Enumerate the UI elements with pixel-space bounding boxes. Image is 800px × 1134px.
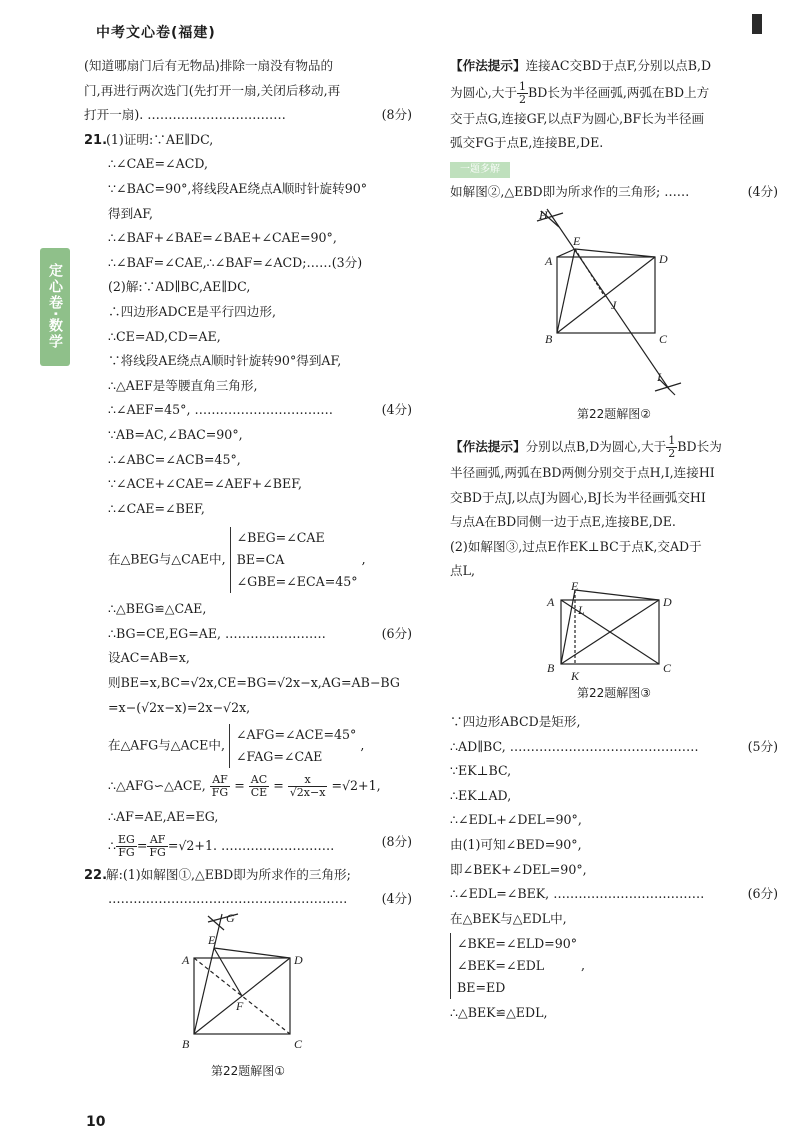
label-a: A [547, 594, 555, 609]
q21-line: ∵∠ACE+∠CAE=∠AEF+∠BEF, [108, 476, 302, 492]
q21-block [84, 128, 412, 859]
fraction-half [666, 435, 677, 460]
tip1-line [450, 79, 778, 107]
q21-line: 则BE=x,BC=√2x,CE=BG=√2x−x,AG=AB−BG [108, 675, 400, 691]
q21-line: ∴AF=AE,AE=EG, [108, 809, 219, 825]
cont-line: (知道哪扇门后有无物品)排除一扇没有物品的 [84, 58, 334, 73]
fraction [116, 834, 137, 859]
tip-tag: 【作法提示】 [450, 438, 526, 454]
score: (5分) [747, 738, 778, 754]
q21-line: ∵AB=AC,∠BAC=90°, [108, 426, 243, 442]
tip2-line: 与点A在BD同侧一边于点E,连接BE,DE. [450, 514, 676, 530]
denominator: CE [250, 786, 268, 800]
label-i: I [657, 369, 661, 384]
numerator: 1 [668, 433, 676, 447]
proof-text: ∴∠EDL=∠BEK, [450, 886, 550, 902]
fraction-half [517, 81, 528, 106]
numerator: 1 [518, 79, 526, 93]
label-k: K [571, 668, 580, 683]
denominator: 2 [518, 92, 526, 106]
label-b: B [547, 660, 555, 675]
system-lead: 在△BEG与△CAE中, [108, 551, 226, 567]
q21-line: ∴CE=AD,CD=AE, [108, 328, 221, 344]
numerator: x [288, 774, 328, 787]
q21-line: ∴四边形ADCE是平行四边形, [108, 303, 276, 319]
alt-line: 如解图②,△EBD即为所求作的三角形; …… (4分) [450, 180, 778, 205]
tip2-line: 交BD于点J,以点J为圆心,BJ长为半径画弧交HI [450, 489, 706, 505]
system-line: ∠BEK=∠EDL [457, 958, 545, 974]
cont-line: 门,再进行两次选门(先打开一扇,关闭后移动,再 [84, 82, 341, 98]
proof-line: ∵EK⊥BC, [450, 763, 512, 779]
cont-line: 打开一扇). …………………………… (8分) [84, 103, 412, 128]
proof-line: ∴AD∥BC, ……………………………………… (5分) [450, 735, 778, 760]
tip1-line: 弧交FG于点E,连接BE,DE. [450, 135, 604, 151]
system-line: ∠BEG=∠CAE [236, 530, 325, 546]
similar-equation: ∴△AFG∽△ACE, $\frac{AF}{FG}$ = $\frac{AC}{CE}$ = $\frac{x}{√2x-x}$ =√2+1, [108, 773, 381, 800]
left-column [84, 54, 412, 1080]
system-line: ∠AFG=∠ACE=45° [236, 727, 357, 743]
system-lead: 在△AFG与△ACE中, [108, 737, 225, 753]
q21-line: =x−(√2x−x)=2x−√2x, [108, 699, 251, 715]
corner-mark [752, 14, 762, 34]
q21-line: 得到AF, [108, 205, 154, 221]
label-d: D [294, 953, 303, 968]
system-brace [229, 724, 356, 768]
side-tab-text: 定心卷·数学 [47, 263, 63, 351]
tip-text: BD长为 [677, 438, 722, 454]
alt-solution-badge: 一题多解 [450, 162, 510, 178]
sim-lead: ∴△AFG∽△ACE, [108, 778, 206, 794]
q21-number: 21. [84, 132, 108, 148]
score: (4分) [747, 184, 778, 200]
q21-line: 设AC=AB=x, [108, 650, 190, 666]
label-h: H [539, 207, 548, 222]
label-g: G [226, 911, 235, 926]
eq-tail: =√2+1, [331, 778, 381, 794]
score: (6分) [747, 886, 778, 902]
figure-3 [450, 578, 778, 702]
alt-text: 如解图②,△EBD即为所求作的三角形; [450, 184, 661, 200]
denominator: FG [118, 845, 135, 859]
alt-badge-row [450, 156, 778, 181]
tip1-line: 交于点G,连接GF,以点F为圆心,BF长为半径画 [450, 110, 705, 126]
q21-line: ∴∠CAE=∠ACD, [108, 156, 208, 172]
q21-line: ∴∠BAF=∠CAE,∴∠BAF=∠ACD;……(3分) [108, 254, 363, 270]
numerator: AF [147, 834, 167, 847]
q21-line: ∴∠CAE=∠BEF, [108, 500, 205, 516]
q21-line [84, 128, 412, 153]
label-a: A [182, 953, 190, 968]
q22-line [84, 863, 412, 888]
label-d: D [659, 251, 668, 266]
label-b: B [545, 331, 553, 346]
proof-line: ∴∠EDL+∠DEL=90°, [450, 812, 582, 828]
label-e: E [208, 933, 216, 948]
q21-line: ∴△AEF是等腰直角三角形, [108, 377, 258, 393]
label-l: L [578, 602, 585, 617]
q21-line: ∴∠BAF+∠BAE=∠BAE+∠CAE=90°, [108, 230, 337, 246]
denominator: √2x−x [289, 786, 326, 800]
label-e: E [571, 578, 579, 593]
proof-block [450, 710, 778, 1026]
right-column [450, 54, 778, 1026]
q21-line: (2)解:∵AD∥BC,AE∥DC, [108, 279, 251, 295]
proof-line: 由(1)可知∠BED=90°, [450, 836, 582, 852]
tip-tag: 【作法提示】 [450, 58, 526, 73]
label-e: E [573, 233, 581, 248]
proof-line: ∴△BEK≌△EDL, [450, 1005, 548, 1021]
q21-line: ∴∠AEF=45°, …………………………… (4分) [108, 398, 412, 423]
q21-text: (1)证明:∵AE∥DC, [106, 131, 214, 147]
system-line: ∠GBE=∠ECA=45° [236, 574, 358, 590]
numerator: AC [249, 774, 269, 787]
system-bege: 在△BEG与△CAE中, ∠BEG=∠CAE BE=CA ∠GBE=∠ECA=45° , [108, 527, 412, 593]
tip-text: BD长为半径画弧,两弧在BD上方 [527, 84, 710, 100]
running-header: 中考文心卷(福建) [96, 25, 216, 41]
label-c: C [294, 1037, 303, 1052]
system-brace [230, 527, 358, 593]
system-line: ∠BKE=∠ELD=90° [457, 936, 578, 952]
q22-line: ………………………………………………… (4分) [108, 887, 412, 912]
score: (8分) [381, 833, 412, 849]
figure-1-caption: 第22题解图① [210, 1064, 286, 1079]
proof-line: 即∠BEK+∠DEL=90°, [450, 861, 587, 877]
proof-line: ∴EK⊥AD, [450, 787, 512, 803]
q21-text: ∴∠AEF=45°, [108, 402, 191, 418]
figure-1-diagram [168, 912, 328, 1062]
q21-line: ∴BG=CE,EG=AE, …………………… (6分) [108, 622, 412, 647]
system-bek: ∠BKE=∠ELD=90° ∠BEK=∠EDL BE=ED , [450, 933, 778, 999]
label-c: C [663, 660, 672, 675]
label-j: J [611, 297, 617, 312]
figure-2-diagram [529, 205, 699, 405]
proof-line: ∵四边形ABCD是矩形, [450, 713, 581, 729]
score: (8分) [381, 107, 412, 123]
figure-1 [84, 912, 412, 1080]
system-line: BE=CA [236, 552, 285, 568]
proof-text: ∴AD∥BC, [450, 738, 506, 754]
score: (6分) [381, 625, 412, 641]
denominator: FG [149, 845, 166, 859]
system-line: ∠FAG=∠CAE [236, 749, 323, 765]
q21-line: ∵∠BAC=90°,将线段AE绕点A顺时针旋转90° [108, 180, 368, 196]
cont-text: 打开一扇). [84, 107, 144, 123]
tip1-line [450, 54, 778, 79]
score: (4分) [381, 402, 412, 418]
proof-line: 在△BEK与△EDL中, [450, 910, 567, 926]
q22-text: 解:(1)如解图①,△EBD即为所求作的三角形; [106, 866, 351, 882]
label-f: F [236, 999, 244, 1014]
q22-number: 22. [84, 867, 108, 883]
system-afg: 在△AFG与△ACE中, ∠AFG=∠ACE=45° ∠FAG=∠CAE , [108, 724, 412, 768]
numerator: AF [210, 774, 230, 787]
part2-line: 点L, [450, 563, 475, 579]
tip-text: 分别以点B,D为圆心,大于 [525, 438, 667, 454]
figure-3-diagram [539, 578, 689, 684]
fraction [210, 774, 230, 799]
label-a: A [545, 253, 553, 268]
figure-2-caption: 第22题解图② [576, 406, 652, 421]
denominator: 2 [668, 446, 676, 460]
label-d: D [663, 594, 672, 609]
fraction [288, 774, 328, 799]
tip2-line [450, 433, 778, 461]
tip-text: 连接AC交BD于点F,分别以点B,D [525, 58, 712, 73]
figure-3-caption: 第22题解图③ [576, 685, 652, 700]
fraction [147, 834, 167, 859]
q21-line: ∴△BEG≌△CAE, [108, 601, 207, 617]
system-line: BE=ED [457, 980, 506, 996]
system-brace [450, 933, 577, 999]
side-tab [40, 248, 70, 366]
eq-tail: =√2+1. [167, 837, 217, 853]
q21-line: ∵将线段AE绕点A顺时针旋转90°得到AF, [108, 353, 342, 369]
proof-line: ∴∠EDL=∠BEK, ……………………………… (6分) [450, 882, 778, 907]
final-equation: ∴ $\frac{EG}{FG}$ = $\frac{AF}{FG}$ =√2+1. ……………………… (8分) [108, 832, 412, 859]
part2-line: (2)如解图③,过点E作EK⊥BC于点K,交AD于 [450, 538, 702, 554]
tip-text: 为圆心,大于 [450, 84, 517, 100]
numerator: EG [118, 832, 135, 846]
page-number: 10 [86, 1114, 106, 1130]
figure-2 [450, 205, 778, 423]
q21-text: ∴BG=CE,EG=AE, [108, 625, 222, 641]
tip2-line: 半径画弧,两弧在BD两侧分别交于点H,I,连接HI [450, 464, 715, 480]
label-b: B [182, 1037, 190, 1052]
denominator: FG [211, 786, 229, 800]
label-c: C [659, 331, 668, 346]
q21-line: ∴∠ABC=∠ACB=45°, [108, 451, 241, 467]
q22-block [84, 863, 412, 912]
fraction [249, 774, 269, 799]
score: (4分) [381, 891, 412, 907]
